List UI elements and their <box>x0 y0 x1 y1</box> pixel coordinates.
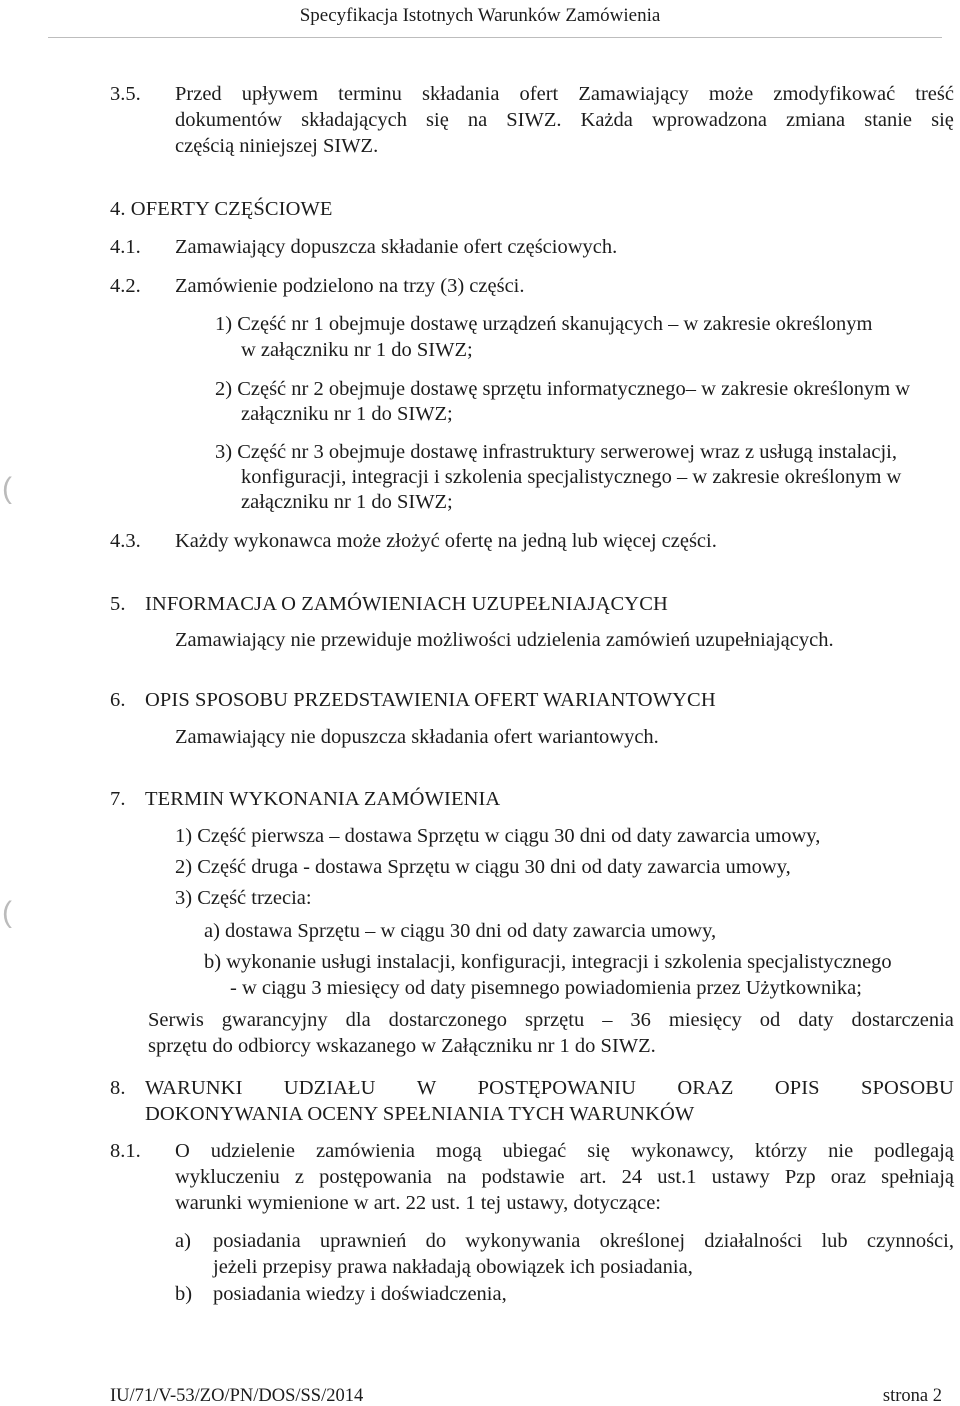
condition-a-line-2: jeżeli przepisy prawa nakładają obowiązek ich posiadania, <box>213 1256 693 1278</box>
condition-b-line-1: posiadania wiedzy i doświadczenia, <box>213 1283 507 1305</box>
section-8-1-line-3: warunki wymienione w art. 22 ust. 1 tej ustawy, dotyczące: <box>175 1192 661 1214</box>
section-4-2-text: Zamówienie podzielono na trzy (3) części. <box>175 275 525 297</box>
part-2-line-2: załączniku nr 1 do SIWZ; <box>241 403 453 425</box>
part-2-line-1: 2) Część nr 2 obejmuje dostawę sprzętu informatycznego– w zakresie określonym w <box>215 378 911 400</box>
section-3-5-line-3: częścią niniejszej SIWZ. <box>175 135 379 157</box>
section-8-number: 8. <box>110 1077 126 1099</box>
section-5-text: Zamawiający nie przewiduje możliwości udzielenia zamówień uzupełniających. <box>175 629 834 651</box>
page-header: Specyfikacja Istotnych Warunków Zamówienia <box>299 5 661 26</box>
condition-b-label: b) <box>175 1283 193 1305</box>
page-number: strona 2 <box>882 1386 942 1406</box>
term-item-2: 2) Część druga - dostawa Sprzętu w ciągu 30 dni od daty zawarcia umowy, <box>175 856 791 878</box>
term-item-1: 1) Część pierwsza – dostawa Sprzętu w ciągu 30 dni od daty zawarcia umowy, <box>175 825 821 847</box>
section-4-3-number: 4.3. <box>110 530 141 552</box>
condition-a-label: a) <box>175 1230 191 1252</box>
section-4-2-number: 4.2. <box>110 275 141 297</box>
header-divider <box>48 37 942 38</box>
section-4-3-text: Każdy wykonawca może złożyć ofertę na jedną lub więcej części. <box>175 530 717 552</box>
section-4-1-text: Zamawiający dopuszcza składanie ofert częściowych. <box>175 236 618 258</box>
warranty-line-2: sprzętu do odbiorcy wskazanego w Załączniku nr 1 do SIWZ. <box>148 1035 656 1057</box>
condition-a-line-1: posiadania uprawnień do wykonywania określonej działalności lub czynności, <box>213 1230 954 1252</box>
part-1-line-2: w załączniku nr 1 do SIWZ; <box>241 339 473 361</box>
section-7-title: TERMIN WYKONANIA ZAMÓWIENIA <box>145 788 501 810</box>
term-item-3b-line-1: b) wykonanie usługi instalacji, konfiguracji, integracji i szkolenia specjalistycznego <box>204 951 892 973</box>
section-6-title: OPIS SPOSOBU PRZEDSTAWIENIA OFERT WARIANTOWYCH <box>145 689 716 711</box>
section-3-5-line-1: Przed upływem terminu składania ofert Zamawiający może zmodyfikować treść <box>175 83 954 105</box>
section-3-5-line-2: dokumentów składających się na SIWZ. Każda wprowadzona zmiana stanie się <box>175 109 954 131</box>
punch-hole-mark: ( <box>2 472 12 505</box>
term-item-3a: a) dostawa Sprzętu – w ciągu 30 dni od daty zawarcia umowy, <box>204 920 717 942</box>
section-7-number: 7. <box>110 788 126 810</box>
section-8-1-number: 8.1. <box>110 1140 141 1162</box>
warranty-line-1: Serwis gwarancyjny dla dostarczonego sprzętu – 36 miesięcy od daty dostarczenia <box>148 1009 954 1031</box>
section-5-number: 5. <box>110 593 126 615</box>
section-6-text: Zamawiający nie dopuszcza składania ofert wariantowych. <box>175 726 659 748</box>
section-8-title-line-1: WARUNKI UDZIAŁU W POSTĘPOWANIU ORAZ OPIS SPOSOBU <box>145 1077 954 1099</box>
punch-hole-mark: ( <box>2 896 12 929</box>
part-3-line-1: 3) Część nr 3 obejmuje dostawę infrastruktury serwerowej wraz z usługą instalacji, <box>215 441 897 463</box>
part-3-line-2: konfiguracji, integracji i szkolenia specjalistycznego – w zakresie określonym w <box>241 466 902 488</box>
section-4-heading: 4. OFERTY CZĘŚCIOWE <box>110 198 333 220</box>
part-3-line-3: załączniku nr 1 do SIWZ; <box>241 491 453 513</box>
document-id: IU/71/V-53/ZO/PN/DOS/SS/2014 <box>110 1386 364 1406</box>
term-item-3: 3) Część trzecia: <box>175 887 312 909</box>
part-1-line-1: 1) Część nr 1 obejmuje dostawę urządzeń skanujących – w zakresie określonym <box>215 313 873 335</box>
section-3-5-number: 3.5. <box>110 83 141 105</box>
section-8-title-line-2: DOKONYWANIA OCENY SPEŁNIANIA TYCH WARUNKÓW <box>145 1103 695 1125</box>
section-6-number: 6. <box>110 689 126 711</box>
term-item-3b-line-2: - w ciągu 3 miesięcy od daty pisemnego powiadomienia przez Użytkownika; <box>230 977 862 999</box>
section-8-1-line-1: O udzielenie zamówienia mogą ubiegać się wykonawcy, którzy nie podlegają <box>175 1140 954 1162</box>
section-8-1-line-2: wykluczeniu z postępowania na podstawie art. 24 ust.1 ustawy Pzp oraz spełniają <box>175 1166 954 1188</box>
section-5-title: INFORMACJA O ZAMÓWIENIACH UZUPEŁNIAJĄCYCH <box>145 593 668 615</box>
section-4-1-number: 4.1. <box>110 236 141 258</box>
